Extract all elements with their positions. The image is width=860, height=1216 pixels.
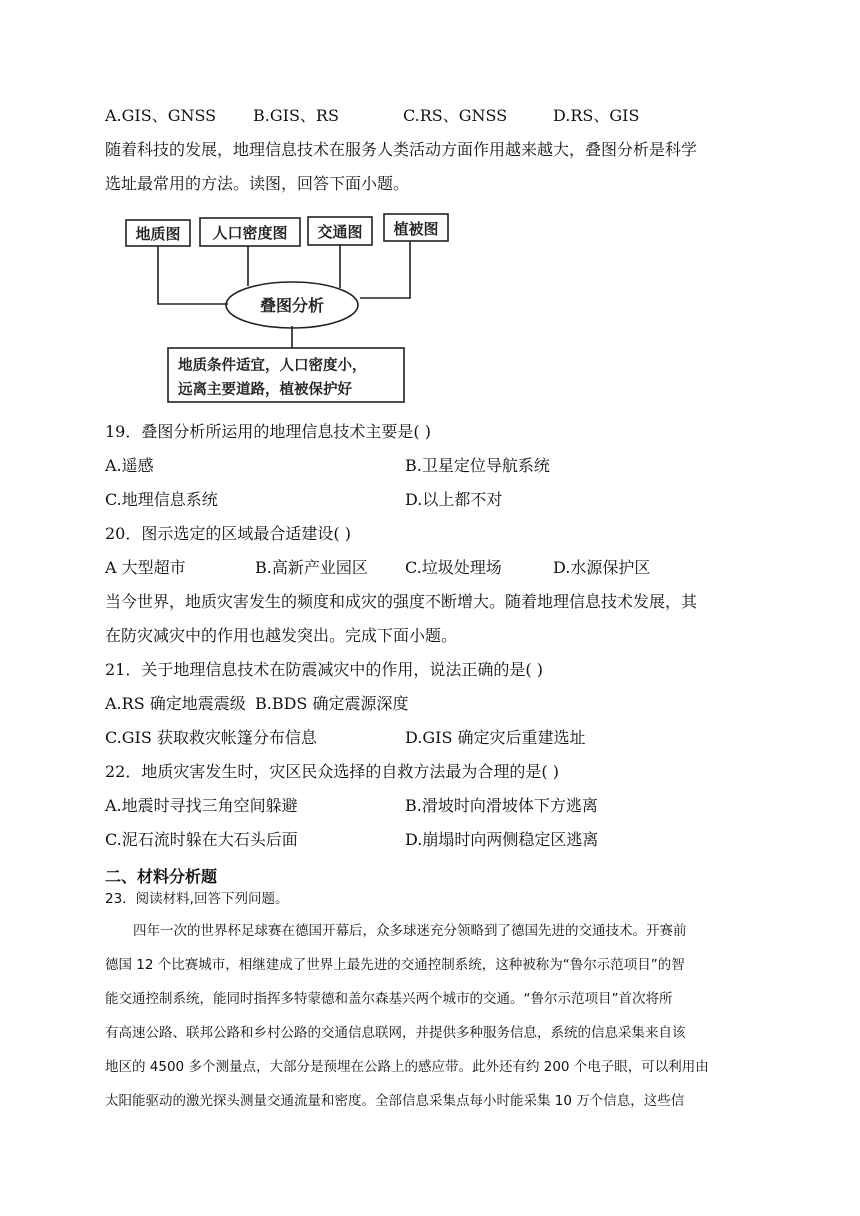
q19-option-d: D.以上都不对 [405, 490, 503, 509]
q22-option-a: A.地震时寻找三角空间躲避 [105, 796, 298, 815]
label-result-line-2: 远离主要道路，植被保护好 [178, 382, 352, 398]
q20-option-b: B.高新产业园区 [255, 558, 368, 577]
overlay-analysis-diagram [120, 208, 460, 408]
q18-option-d: D.RS、GIS [553, 106, 640, 125]
material-line-6: 太阳能驱动的激光探头测量交通流量和密度。全部信息采集点每小时能采集 10 万个信息，这些信 [105, 1093, 685, 1109]
q20-option-d: D.水源保护区 [553, 558, 651, 577]
q21-option-c: C.GIS 获取救灾帐篷分布信息 [105, 728, 317, 747]
q19-stem: 19．叠图分析所运用的地理信息技术主要是( ) [105, 422, 431, 441]
material-line-5: 地区的 4500 多个测量点，大部分是预埋在公路上的感应带。此外还有约 200 个电子眼，可以利用由 [105, 1059, 709, 1075]
material-line-4: 有高速公路、联邦公路和乡村公路的交通信息联网，并提供多种服务信息，系统的信息采集来自该 [105, 1025, 686, 1041]
q21-option-d: D.GIS 确定灾后重建选址 [405, 728, 586, 747]
q18-option-b: B.GIS、RS [253, 106, 339, 125]
q18-option-c: C.RS、GNSS [403, 106, 508, 125]
material-line-3: 能交通控制系统，能同时指挥多特蒙德和盖尔森基兴两个城市的交通。“鲁尔示范项目”首次将所 [105, 991, 673, 1007]
material-line-1: 四年一次的世界杯足球赛在德国开幕后，众多球迷充分领略到了德国先进的交通技术。开赛前 [133, 923, 687, 939]
q21-stem: 21．关于地理信息技术在防震减灾中的作用，说法正确的是( ) [105, 660, 543, 679]
q21-option-b: B.BDS 确定震源深度 [255, 694, 409, 713]
q22-option-d: D.崩塌时向两侧稳定区逃离 [405, 830, 599, 849]
connector-geology [158, 246, 228, 304]
intro2-line-2: 在防灾减灾中的作用也越发突出。完成下面小题。 [105, 626, 458, 645]
label-geology-map: 地质图 [135, 225, 181, 243]
q19-option-b: B.卫星定位导航系统 [405, 456, 550, 475]
label-result-line-1: 地质条件适宜，人口密度小， [178, 358, 367, 374]
label-vegetation-map: 植被图 [393, 220, 439, 238]
label-population-map: 人口密度图 [212, 224, 288, 242]
q19-option-a: A.遥感 [105, 456, 154, 475]
label-traffic-map: 交通图 [317, 223, 363, 241]
q18-option-a: A.GIS、GNSS [105, 106, 217, 125]
connector-vegetation [360, 241, 410, 298]
q20-stem: 20．图示选定的区域最合适建设( ) [105, 524, 351, 543]
q22-stem: 22．地质灾害发生时，灾区民众选择的自救方法最为合理的是( ) [105, 762, 559, 781]
label-center: 叠图分析 [259, 296, 325, 315]
q22-option-c: C.泥石流时躲在大石头后面 [105, 830, 298, 849]
intro1-line-2: 选址最常用的方法。读图，回答下面小题。 [105, 174, 410, 193]
intro2-line-1: 当今世界，地质灾害发生的频度和成灾的强度不断增大。随着地理信息技术发展，其 [105, 592, 698, 611]
section-heading: 二、材料分析题 [105, 867, 218, 886]
intro1-line-1: 随着科技的发展，地理信息技术在服务人类活动方面作用越来越大，叠图分析是科学 [105, 140, 698, 159]
q22-option-b: B.滑坡时向滑坡体下方逃离 [405, 796, 598, 815]
q20-option-a: A 大型超市 [105, 558, 186, 577]
q23-stem: 23．阅读材料,回答下列问题。 [105, 891, 289, 907]
material-line-2: 德国 12 个比赛城市，相继建成了世界上最先进的交通控制系统，这种被称为“鲁尔示范项目”的智 [105, 957, 685, 973]
q21-option-a: A.RS 确定地震震级 [105, 694, 246, 713]
q19-option-c: C.地理信息系统 [105, 490, 218, 509]
q20-option-c: C.垃圾处理场 [405, 558, 502, 577]
